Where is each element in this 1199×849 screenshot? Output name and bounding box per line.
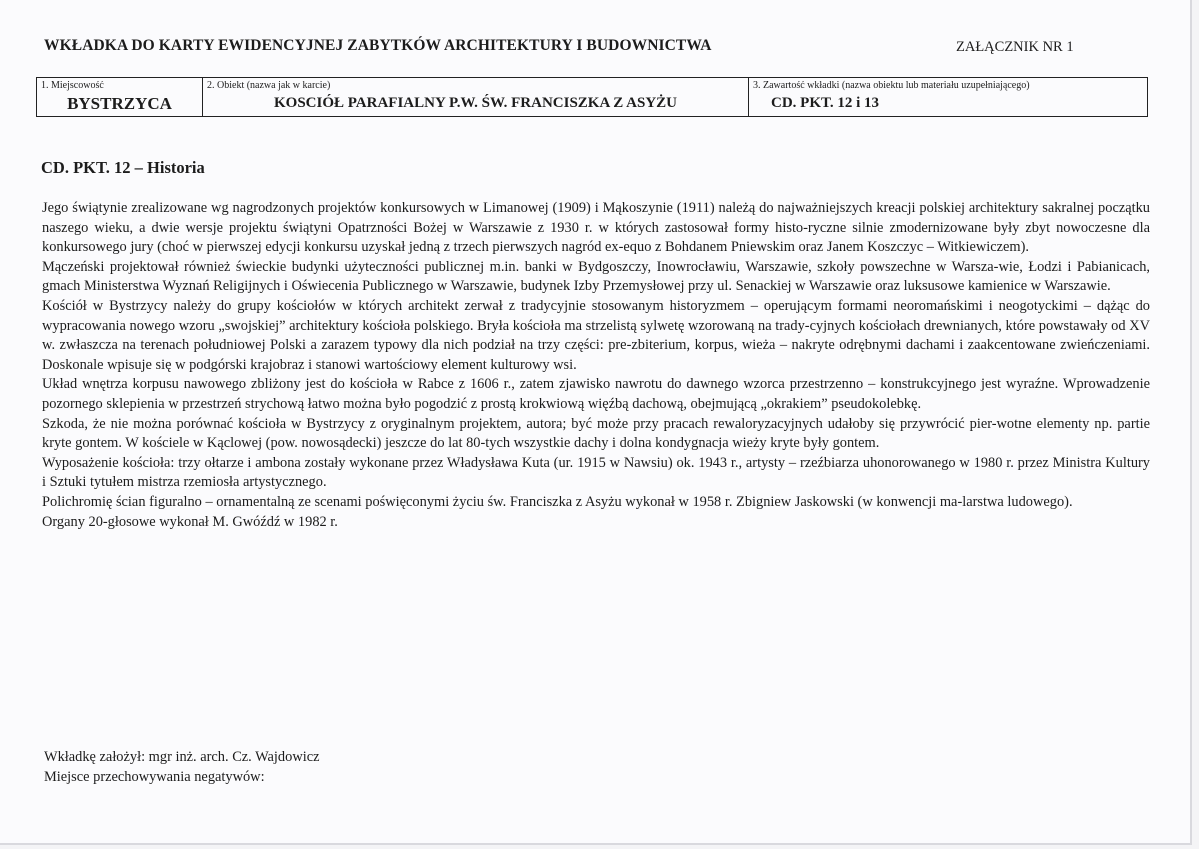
fields-table	[36, 77, 1148, 117]
field-content-label: 3. Zawartość wkładki (nazwa obiektu lub materiału uzupełniającego)	[753, 80, 1030, 91]
paragraph: Jego świątynie zrealizowane wg nagrodzonych projektów konkursowych w Limanowej (1909) i Mąkoszynie (1911) należą do najważniejszych kreacji polskiej architektury sakralnej początku naszego wieku, a dwie wersje projektu świątyni Opatrzności Bożej w Warszawie z 1930 r. w których zastosował formy histo-ryczne silnie zmodernizowane były zbyt nowoczesne dla konkursowego jury (choć w pierwszej edycji konkursu uzyskał jedną z trzech pierwszych nagród ex-equo z Bohdanem Pniewskim oraz Janem Koszczyc – Witkiewiczem).	[42, 200, 1150, 256]
paragraph: Kościół w Bystrzycy należy do grupy kościołów w których architekt zerwał z tradycyjnie stosowanym historyzmem – operującym formami neoromańskimi i neogotyckimi – dążąc do wypracowania nowego wzoru „swojskiej” architektury kościoła polskiego. Bryła kościoła ma strzelistą sylwetę wzorowaną na trady-cyjnych kościołach drewnianych, które powstawały od XV w. zwłaszcza na terenach południowej Polski a zarazem typowy dla nich podział na trzy części: pre-zbiterium, korpus, wieża – nakryte odrębnymi dachami i zaakcentowane zwieńczeniami. Doskonale wpisuje się w podgórski krajobraz i stanowi wartościowy element kulturowy wsi.	[42, 297, 1150, 373]
field-content-value: CD. PKT. 12 i 13	[771, 95, 880, 111]
footer	[44, 748, 320, 787]
paragraph: Szkoda, że nie można porównać kościoła w Bystrzycy z oryginalnym projektem, autora; być może przy pracach rewaloryzacyjnych udałoby się przywrócić pier-wotne elementy np. partie kryte gontem. W kościele w Kąclowej (pow. nowosądecki) jeszcze do lat 80-tych wszystkie dachy i dolna kondygnacja wieży kryte były gontem.	[42, 415, 1150, 452]
field-object-value: KOSCIÓŁ PARAFIALNY P.W. ŚW. FRANCISZKA Z ASYŻU	[273, 95, 677, 111]
paragraph: Wyposażenie kościoła: trzy ołtarze i ambona zostały wykonane przez Władysława Kuta (ur. 1915 w Nawsiu) ok. 1943 r., artysty – rzeźbiarza uhonorowanego w 1980 r. przez Ministra Kultury i Sztuki tytułem mistrza rzemiosła artystycznego.	[42, 454, 1150, 491]
footer-author: Wkładkę założył: mgr inż. arch. Cz. Wajdowicz	[44, 749, 320, 765]
paragraph: Organy 20-głosowe wykonał M. Gwóźdź w 1982 r.	[42, 513, 338, 530]
paragraph: Układ wnętrza korpusu nawowego zbliżony jest do kościoła w Rabce z 1606 r., zatem zjawisko nawrotu do dawnego wzorca przestrzenno – konstrukcyjnego jest wyraźne. Wprowadzenie pozornego sklepienia w przestrzeń strychową łatwo można było pogodzić z prostą krokwiową więźbą dachową, obejmującą „okrakiem” pseudokolebkę.	[42, 376, 1150, 412]
history-text	[42, 199, 1150, 532]
field-locality-label: 1. Miejscowość	[41, 80, 104, 91]
section-heading: CD. PKT. 12 – Historia	[41, 158, 205, 177]
footer-negatives: Miejsce przechowywania negatywów:	[44, 768, 265, 785]
field-object-label: 2. Obiekt (nazwa jak w karcie)	[207, 80, 331, 91]
field-locality	[37, 78, 203, 116]
paragraph: Polichromię ścian figuralno – ornamentalną ze scenami poświęconymi życiu św. Franciszka z Asyżu wykonał w 1958 r. Zbigniew Jaskowski (w konwencji ma-larstwa ludowego).	[42, 493, 1073, 510]
paragraph: Mączeński projektował również świeckie budynki użyteczności publicznej m.in. banki w Bydgoszczy, Inowrocławiu, Warszawie, szkoły powszechne w Warsza-wie, Łodzi i Pabianicach, gmach Ministerstwa Wyznań Religijnych i Oświecenia Publicznego w Warszawie, budynek Izby Przemysłowej przy ul. Senackiej w Warszawie oraz luksusowe kamienice w Warszawie.	[42, 258, 1150, 295]
annex-number: ZAŁĄCZNIK NR 1	[956, 39, 1074, 55]
field-object	[203, 78, 749, 116]
field-locality-value: BYSTRZYCA	[67, 94, 172, 113]
field-content	[749, 78, 1147, 116]
document-title: WKŁADKA DO KARTY EWIDENCYJNEJ ZABYTKÓW ARCHITEKTURY I BUDOWNICTWA	[44, 37, 712, 54]
